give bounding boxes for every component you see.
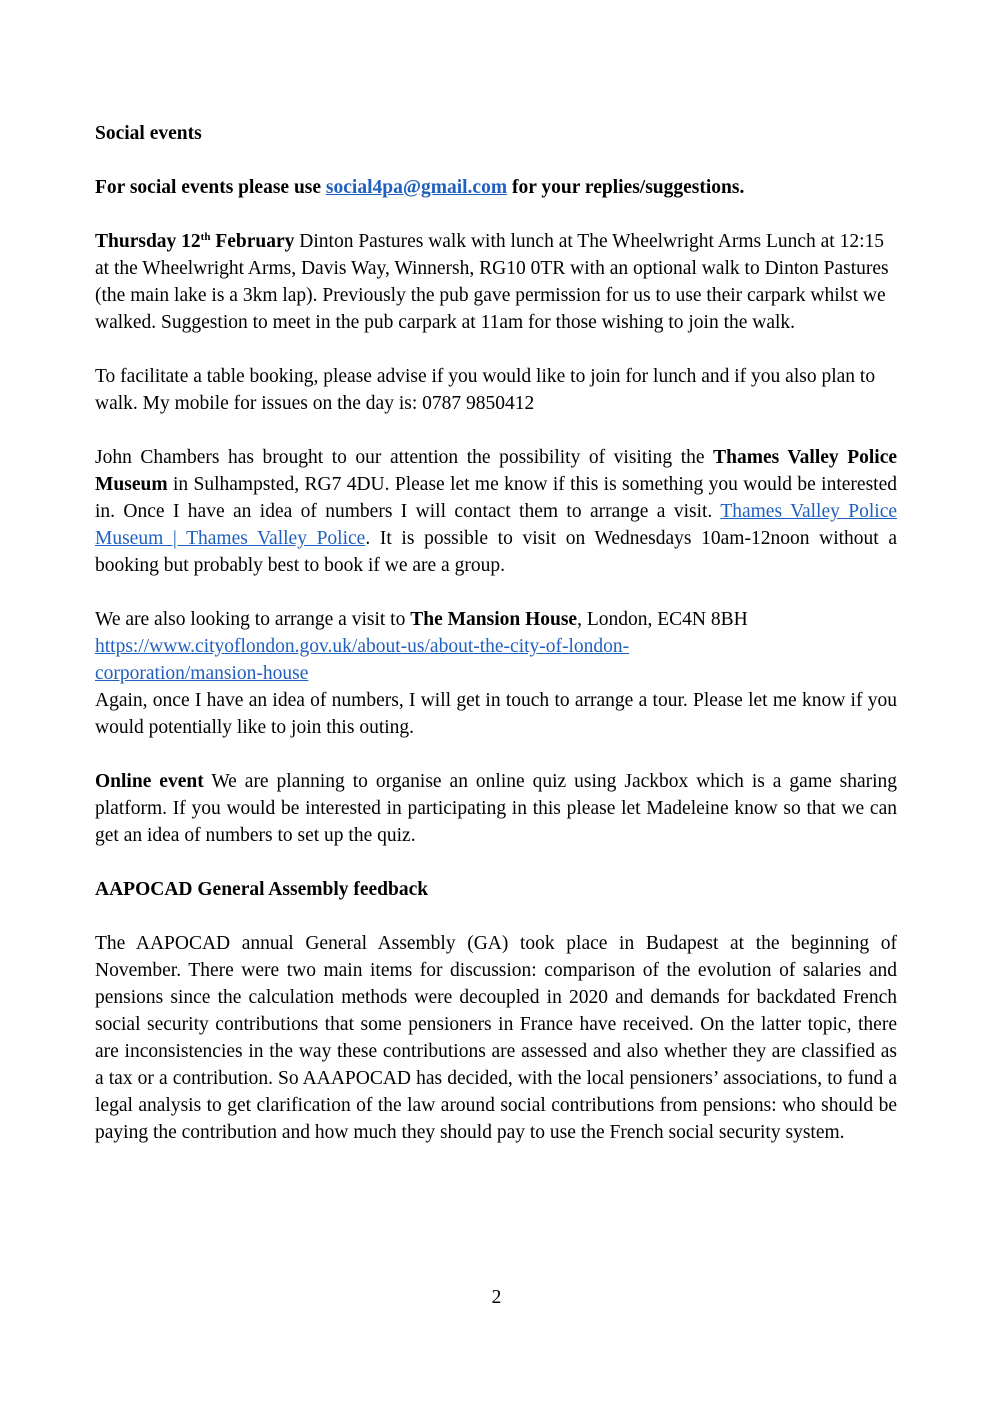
museum-name: Thames Valley Police Museum <box>95 447 897 495</box>
online-event-paragraph <box>95 768 897 849</box>
booking-paragraph: To facilitate a table booking, please advise if you would like to join for lunch and if you also plan to walk. My mobile for issues on the day is: 0787 9850412 <box>95 366 876 414</box>
aapocad-paragraph: The AAPOCAD annual General Assembly (GA) took place in Budapest at the beginning of November. There were two main items for discussion: comparison of the evolution of salaries and pensions since the calculation methods were decoupled in 2020 and demands for backdated French social security contributions that some pensioners in France have received. On the latter topic, there are inconsistencies in the way these contributions are assessed and also whether they are classified as a tax or a contribution. So AAAPOCAD has decided, with the local pensioners’ associations, to fund a legal analysis to get clarification of the law around social contributions from pensions: who should be paying the contribution and how much they should pay to use the French social security system. <box>95 933 897 1143</box>
museum-text-1: John Chambers has brought to our attention the possibility of visiting the <box>95 447 714 468</box>
online-event-label: Online event <box>95 771 204 792</box>
social-events-heading: Social events <box>95 123 202 144</box>
page-number: 2 <box>491 1287 502 1308</box>
social-email-link[interactable]: social4pa@gmail.com <box>325 177 508 198</box>
museum-paragraph <box>95 444 897 579</box>
walk-date-sup: th <box>200 231 211 243</box>
document-body <box>95 120 897 1173</box>
walk-event-paragraph <box>95 228 897 336</box>
mansion-paragraph <box>95 606 897 741</box>
walk-event-text: Dinton Pastures walk with lunch at The Wheelwright Arms Lunch at 12:15 at the Wheelwright Arms, Davis Way, Winnersh, RG10 0TR with an optional walk to Dinton Pastures (the main lake is a 3km lap). Previously the pub gave permission for us to use their carpark whilst we walked. Suggestion to meet in the pub carpark at 11am for those wishing to join the walk. <box>95 231 889 333</box>
mansion-text-2: , London, EC4N 8BH <box>577 609 748 630</box>
museum-text-2: in Sulhampsted, RG7 4DU. Please let me know if this is something you would be interested in. Once I have an idea of numbers I will contact them to arrange a visit. <box>95 474 897 522</box>
contact-prefix: For social events please use <box>95 177 326 198</box>
mansion-link[interactable] <box>95 636 629 684</box>
mansion-name: The Mansion House <box>410 609 578 630</box>
online-event-text: We are planning to organise an online quiz using Jackbox which is a game sharing platform. If you would be interested in participating in this please let Madeleine know so that we can get an idea of numbers to set up the quiz. <box>95 771 898 846</box>
contact-suffix: for your replies/suggestions. <box>507 177 745 198</box>
museum-text-3: . It is possible to visit on Wednesdays 10am-12noon without a booking but probably best to book if we are a group. <box>95 528 897 576</box>
walk-event-date <box>95 231 294 252</box>
museum-link[interactable]: Thames Valley Police Museum | Thames Valley Police <box>95 501 897 549</box>
walk-date-month: February <box>210 231 295 252</box>
social-contact-line <box>95 174 897 201</box>
mansion-text-3: Again, once I have an idea of numbers, I will get in touch to arrange a tour. Please let me know if you would potentially like to join this outing. <box>95 690 897 738</box>
aapocad-heading: AAPOCAD General Assembly feedback <box>95 879 429 900</box>
mansion-link-line-2: corporation/mansion-house <box>95 663 309 684</box>
mansion-text-1: We are also looking to arrange a visit to <box>95 609 411 630</box>
walk-date-day: Thursday 12 <box>95 231 201 252</box>
mansion-link-line-1: https://www.cityoflondon.gov.uk/about-us/about-the-city-of-london- <box>95 636 630 657</box>
